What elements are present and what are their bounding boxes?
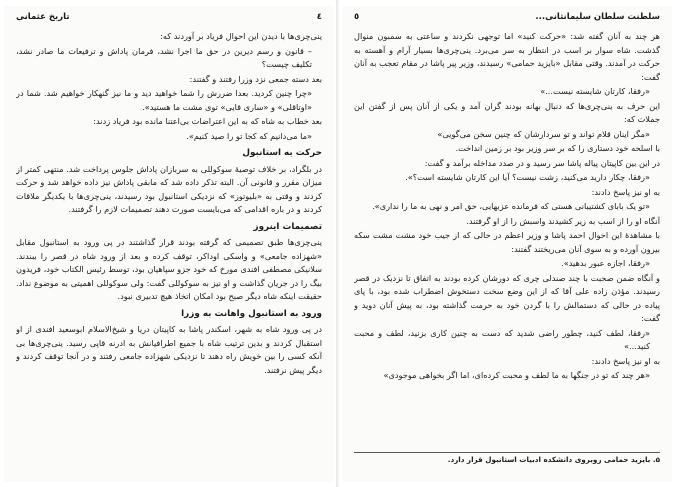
paragraph: این حرف به ینی‌چری‌ها که دنبال بهانه بودند گران آمد و یکی از آنان پس از گفتن این جملات که: (354, 100, 660, 124)
paragraph: «تو یک بابای کشتیبانی هستی که فرمانده عزبهایی، حق امر و نهی به ما را نداری». (372, 201, 650, 211)
paragraph: در پی ورود شاه به شهر، اسکندر پاشا به کاپیتان دریا و شیخ‌الاسلام ابوسعید افندی از او استقبال کردند و بدین ترتیب شاه با جمیع اطرافیانش به ادرنه قاپی رسید. ینی‌چری‌ها بی آنکه کسی را بین خویش راه دهند تا نزدیکی شهزاده جامعی رفتند و در آنجا توقف کردند و دیگر پیش نرفتند. (16, 324, 322, 375)
page-number: ٥ (354, 12, 360, 22)
paragraph: «رفقا، اجازه عبور بدهید». (561, 258, 650, 268)
paragraph: هر چند به آنان گفته شد: «حرکت کنید» اما توجهی نکردند و ساعتی به سمبون منوال گذشت. شاه سوار بر اسب در انتظار به سر می‌برد. ینی‌چری‌ها بسیار آرام و آهسته به حرکت در آمدند. وقتی مقابل «بایزید حمامی» رسیدند، وزیر پیر پاشا در مقام تعجب به آنان گفت: (354, 31, 660, 82)
paragraph: در این بین کاپیتان پیاله پاشا سر رسید و در صدد مداخله برآمد و گفت: (424, 157, 660, 168)
left-page (4, 6, 334, 482)
paragraph: «مگر اینان قلام تواند و تو سردارشان که چنین سخن می‌گویی» (437, 128, 650, 139)
paragraph: در بلگراد، بر خلاف توصیهٔ سوکوللی به سربازان پاداش جلوس پرداخت شد. منتهی کمتر از میزان مقرر و قانونی آن. البته تذکر داده شد که مابقی پاداش نیز داده خواهد شد و حرکت کردند و وقتی به «بلیوتوز» که نزدیکی استانبول بود رسیدند، ینی‌چری‌ها با یکدیگر ملاقات کردند و در باره اقدامی که می‌بایست صورت دهند تصمیمات لازم را گرفتند. (16, 163, 322, 214)
paragraph: «رفقا، لطف کنید، چطور راضی شدید که دست به چنین کاری بزنید، لطف و محبت کنید...» (354, 327, 650, 351)
right-page-header (354, 12, 660, 26)
paragraph: ینی‌چری‌ها طبق تصمیمی که گرفته بودند قرار گذاشتند در پی ورود به استانبول مقابل «شهزاده جامعی» و واسکی اوداکر، توقف کرده و بعد از ورود شاه در قصر را ببندند. سلانیکی مصطفی افندی مورخ که خود جزو سپاهیان بود، توسط رئیس الکتاب خود، فریدون بیگ را در جریان گذاشت و او نیز به سوکوللی گفت: ولی سوکوللی اهمیتی به موضوع نداد. حقیقت اینکه شاه دیگر صبح بود امکان اتخاذ هیچ تدبیری نبود. (16, 237, 322, 301)
section-heading: ورود به استانبول واهانت به وزرا (181, 308, 322, 319)
paragraph: «هر چند که تو در جنگها به ما لطف و محبت کرده‌ای، اما اگر بخواهی موجودی» (383, 370, 650, 380)
paragraph: به او نیز پاسخ دادند: (591, 355, 660, 366)
left-page-body (16, 30, 322, 476)
paragraph: «رفقا، کارتان شایسته نیست...» (540, 86, 650, 96)
book-gutter (336, 0, 340, 487)
paragraph: «رفقا، چکار دارید می‌کنید، زشت نیست؟ آیا این کارتان شایسته است؟». (405, 172, 650, 182)
footnote: ۵. بایزید حمامی روبروی دانشکده ادبیات استانبول قرار دارد. (354, 452, 660, 464)
paragraph: بعد دسته جمعی نزد وزرا رفتند و گفتند: (189, 73, 322, 84)
paragraph: ینی‌چری‌ها با دیدن این احوال فریاد بر آوردند که: (160, 31, 322, 41)
right-page (342, 6, 672, 482)
paragraph: با اسلحه خود دستاری را که بر سر وزیر بود بر زمین انداخت. (455, 143, 660, 153)
paragraph: بعد خطاب به شاه که به این اعتراضات بی‌اعتنا مانده بود فریاد زدند: (93, 116, 322, 126)
section-heading: حرکت به استانبول (242, 148, 322, 158)
running-title: تاریخ عثمانی (16, 12, 70, 22)
paragraph: آنگاه او را از اسب به زیر کشیدند واسبش را از او گرفتند. (466, 215, 660, 226)
paragraph: به او نیز پاسخ دادند: (591, 186, 660, 197)
page-number: ٤ (316, 12, 322, 22)
paragraph: – قانون و رسم دیرین در حق ما اجرا نشد، فرمان پاداش و ترفیعات ما صادر نشد، تکلیف چیست؟ (16, 45, 312, 69)
section-heading: تصمیمات اینروز (253, 221, 322, 232)
paragraph: «چرا چنین کردید. بعدا ضررش را شما خواهید دید و ما نیز گنهکار خواهیم شد. شما در «اوتاقلی» و «ساری قایی» توی مشت ما هستید». (16, 88, 312, 112)
paragraph: با مشاهدهٔ این احوال احمد پاشا و وزیر اعظم در حالی که از جیب خود مشت مشت سکه بیرون آورده و به سوی آنان می‌ریختند گفتند: (354, 230, 660, 254)
paragraph: و آنگاه ضمن صحبت با چند صندلی چری که دورشان کرده بودند به اتفاق تا نزدیک در قصر رسیدند. مؤذن زاده علی آقا که از این وضع سخت دستخوش اضطراب شده بود، با پای پیاده در حالی که دستمالش را با گردن خود به حرمت گذاشته بود، به پیش آنان دوید و گفت: (354, 272, 660, 323)
right-page-body (354, 30, 660, 446)
left-page-header (16, 12, 322, 26)
paragraph: «ما می‌دانیم که کجا تو را صید کنیم». (186, 130, 312, 141)
running-title: سلطنت سلطان سلیمانثانی... (535, 12, 660, 22)
